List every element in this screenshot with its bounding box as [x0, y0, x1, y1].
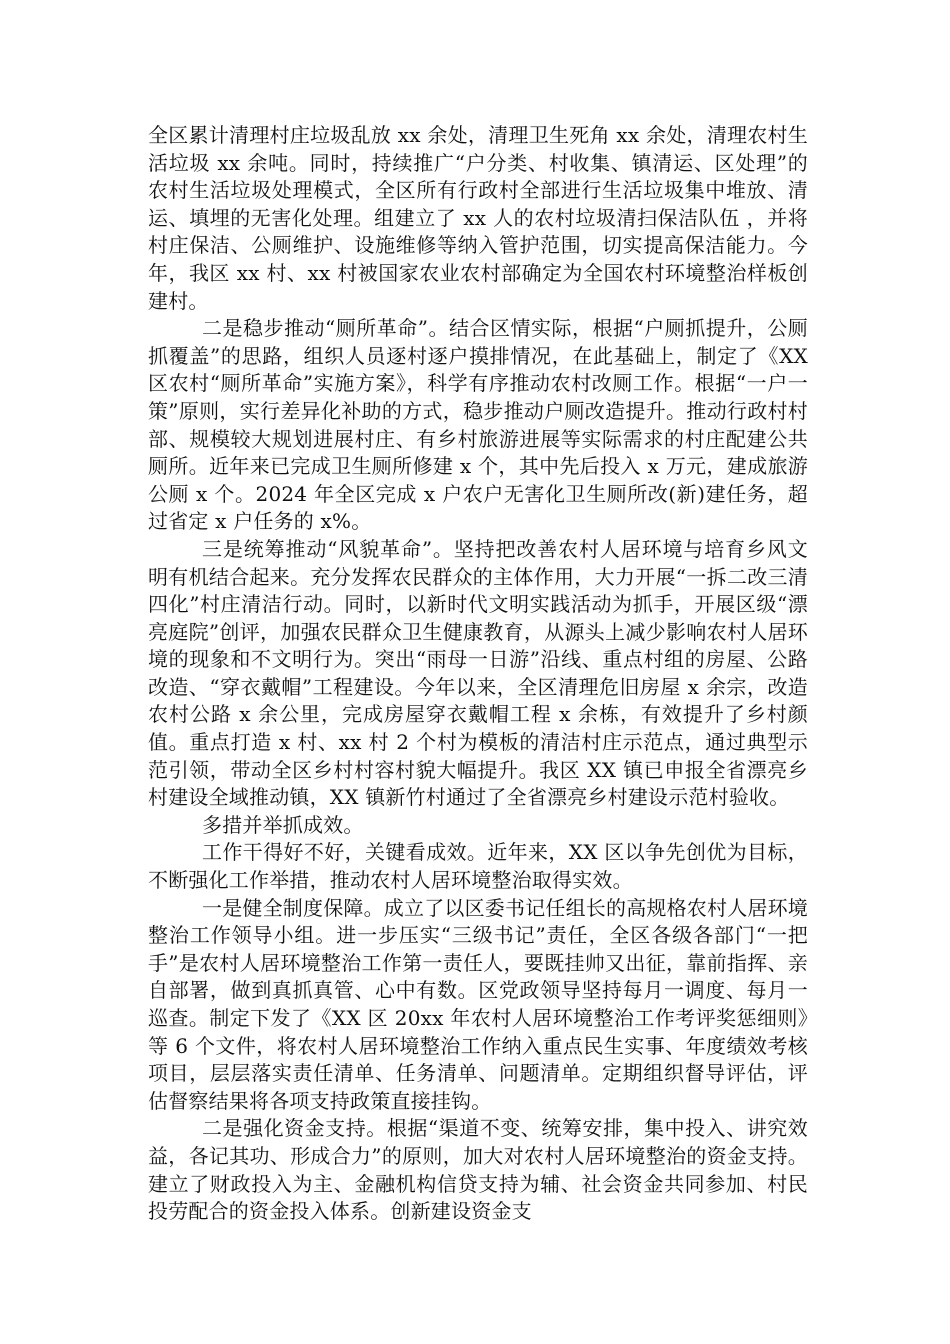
paragraph-results-intro: 工作干得好不好，关键看成效。近年来，XX 区以争先创优为目标，不断强化工作举措，推动农村人居环境整治取得实效。 — [148, 840, 808, 893]
paragraph-toilet-revolution: 二是稳步推动“厕所革命”。结合区情实际，根据“户厕抓提升，公厕抓覆盖”的思路，组织人员逐村逐户摸排情况，在此基础上，制定了《XX 区农村“厕所革命”实施方案》，科学有序推动农村改厕工作。根据“一户一策”原则，实行差异化补助的方式，稳步推动户厕改造提升。推动行政村村部、规模较大规划进展村庄、有乡村旅游进展等实际需求的村庄配建公共厕所。近年来已完成卫生厕所修建 x 个，其中先后投入 x 万元，建成旅游公厕 x 个。2024 年全区完成 x 户农户无害化卫生厕所改(新)建任务，超过省定 x 户任务的 x%。 — [148, 316, 808, 534]
section-heading: 多措并举抓成效。 — [202, 812, 364, 837]
paragraph-funding-support: 二是强化资金支持。根据“渠道不变、统筹安排，集中投入、讲究效益，各记其功、形成合力”的原则，加大对农村人居环境整治的资金支持。建立了财政投入为主、金融机构信贷支持为辅、社会资金共同参加、村民投劳配合的资金投入体系。创新建设资金支 — [148, 1116, 808, 1224]
document-body — [148, 122, 808, 1226]
paragraph-appearance-revolution: 三是统筹推动“风貌革命”。坚持把改善农村人居环境与培育乡风文明有机结合起来。充分发挥农民群众的主体作用，大力开展“一拆二改三清四化”村庄清洁行动。同时，以新时代文明实践活动为抓手，开展区级“漂亮庭院”创评，加强农民群众卫生健康教育，从源头上减少影响农村人居环境的现象和不文明行为。突出“雨母一日游”沿线、重点村组的房屋、公路改造、“穿衣戴帽”工程建设。今年以来，全区清理危旧房屋 x 余宗，改造农村公路 x 余公里，完成房屋穿衣戴帽工程 x 余栋，有效提升了乡村颜值。重点打造 x 村、xx 村 2 个村为模板的清洁村庄示范点，通过典型示范引领，带动全区乡村村容村貌大幅提升。我区 XX 镇已申报全省漂亮乡村建设全域推动镇，XX 镇新竹村通过了全省漂亮乡村建设示范村验收。 — [148, 536, 808, 810]
paragraph-continuation: 全区累计清理村庄垃圾乱放 xx 余处，清理卫生死角 xx 余处，清理农村生活垃圾 xx 余吨。同时，持续推广“户分类、村收集、镇清运、区处理”的农村生活垃圾处理模式，全区所有行政村全部进行生活垃圾集中堆放、清运、填埋的无害化处理。组建立了 xx 人的农村垃圾清扫保洁队伍 ，并将村庄保洁、公厕维护、设施维修等纳入管护范围，切实提高保洁能力。今年，我区 xx 村、xx 村被国家农业农村部确定为全国农村环境整治样板创建村。 — [148, 123, 808, 313]
paragraph-institutional-guarantee: 一是健全制度保障。成立了以区委书记任组长的高规格农村人居环境整治工作领导小组。进一步压实“三级书记”责任，全区各级各部门“一把手”是农村人居环境整治工作第一责任人，要既挂帅又出征，靠前指挥、亲自部署，做到真抓真管、心中有数。区党政领导坚持每月一调度、每月一巡查。制定下发了《XX 区 20xx 年农村人居环境整治工作考评奖惩细则》等 6 个文件，将农村人居环境整治工作纳入重点民生实事、年度绩效考核项目，层层落实责任清单、任务清单、问题清单。定期组织督导评估，评估督察结果将各项支持政策直接挂钩。 — [148, 895, 808, 1113]
